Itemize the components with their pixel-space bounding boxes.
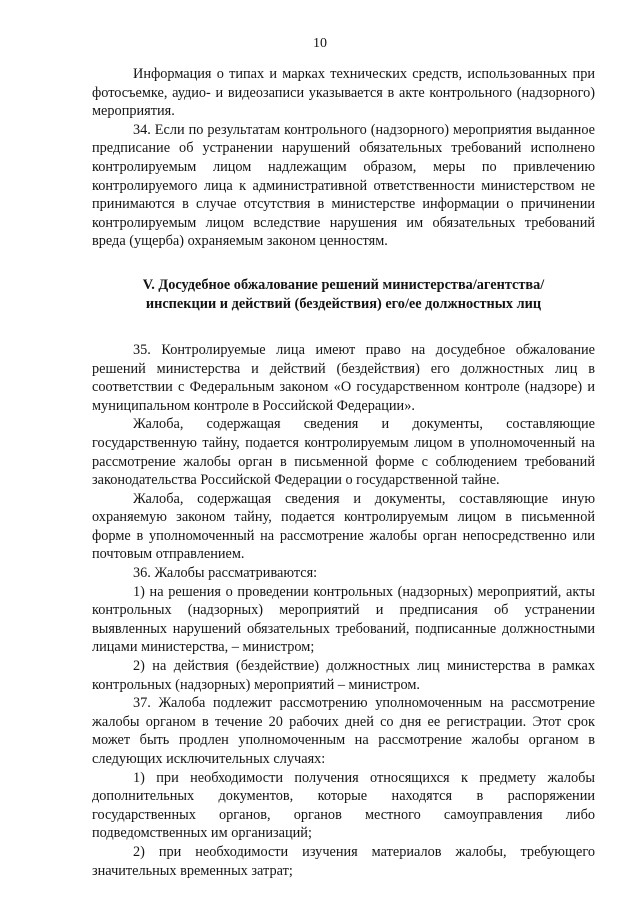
- paragraph: Жалоба, содержащая сведения и документы, составляющие иную охраняемую законом тайну, подается контролируемым лицом в письменной форме в уполномоченный на рассмотрение жалобы орган непосредственно или почтовым отправлением.: [92, 490, 595, 563]
- paragraph: 35. Контролируемые лица имеют право на досудебное обжалование решений министерства и действий (бездействия) его должностных лиц в соответствии с Федеральным законом «О государственном контроле (надзоре) и муниципальном контроле в Российской Федерации».: [92, 341, 595, 414]
- paragraph: 1) на решения о проведении контрольных (надзорных) мероприятий, акты контрольных (надзорных) мероприятий и предписания об устранении выявленных нарушений обязательных требований, подписанные должностными лицами министерства, – министром;: [92, 583, 595, 656]
- section-heading: [92, 276, 595, 314]
- page-content: [92, 65, 595, 880]
- section-heading-line: V. Досудебное обжалование решений министерства/агентства/: [142, 276, 545, 293]
- paragraph: 2) на действия (бездействие) должностных лиц министерства в рамках контрольных (надзорных) мероприятий – министром.: [92, 658, 595, 693]
- paragraph: Жалоба, содержащая сведения и документы, составляющие государственную тайну, подается контролируемым лицом в уполномоченный на рассмотрение жалобы орган в письменной форме с соблюдением требований законодательства Российской Федерации о государственной тайне.: [92, 416, 595, 489]
- page-number: 10: [313, 36, 327, 51]
- paragraph: 1) при необходимости получения относящихся к предмету жалобы дополнительных документов, которые находятся в распоряжении государственных органов, органов местного самоуправления либо подведомственных им организаций;: [92, 769, 595, 842]
- paragraph: 36. Жалобы рассматриваются:: [133, 565, 318, 582]
- paragraph: Информация о типах и марках технических средств, использованных при фотосъемке, аудио- и видеозаписи указывается в акте контрольного (надзорного) мероприятия.: [92, 66, 595, 120]
- paragraph: 34. Если по результатам контрольного (надзорного) мероприятия выданное предписание об устранении нарушений обязательных требований исполнено контролируемым лицом надлежащим образом, меры по привлечению контролируемого лица к административной ответственности министерством не принимаются в случае отсутствия в министерстве информации о причинении контролируемым лицом вследствие нарушения им обязательных требований вреда (ущерба) охраняемым законом ценностям.: [92, 121, 595, 250]
- paragraph: 2) при необходимости изучения материалов жалобы, требующего значительных временных затрат;: [92, 843, 595, 879]
- paragraph: 37. Жалоба подлежит рассмотрению уполномоченным на рассмотрение жалобы органом в течение 20 рабочих дней со дня ее регистрации. Этот срок может быть продлен уполномоченным на рассмотрение жалобы органом в следующих исключительных случаях:: [92, 695, 595, 767]
- section-heading-line: инспекции и действий (бездействия) его/ее должностных лиц: [145, 295, 542, 312]
